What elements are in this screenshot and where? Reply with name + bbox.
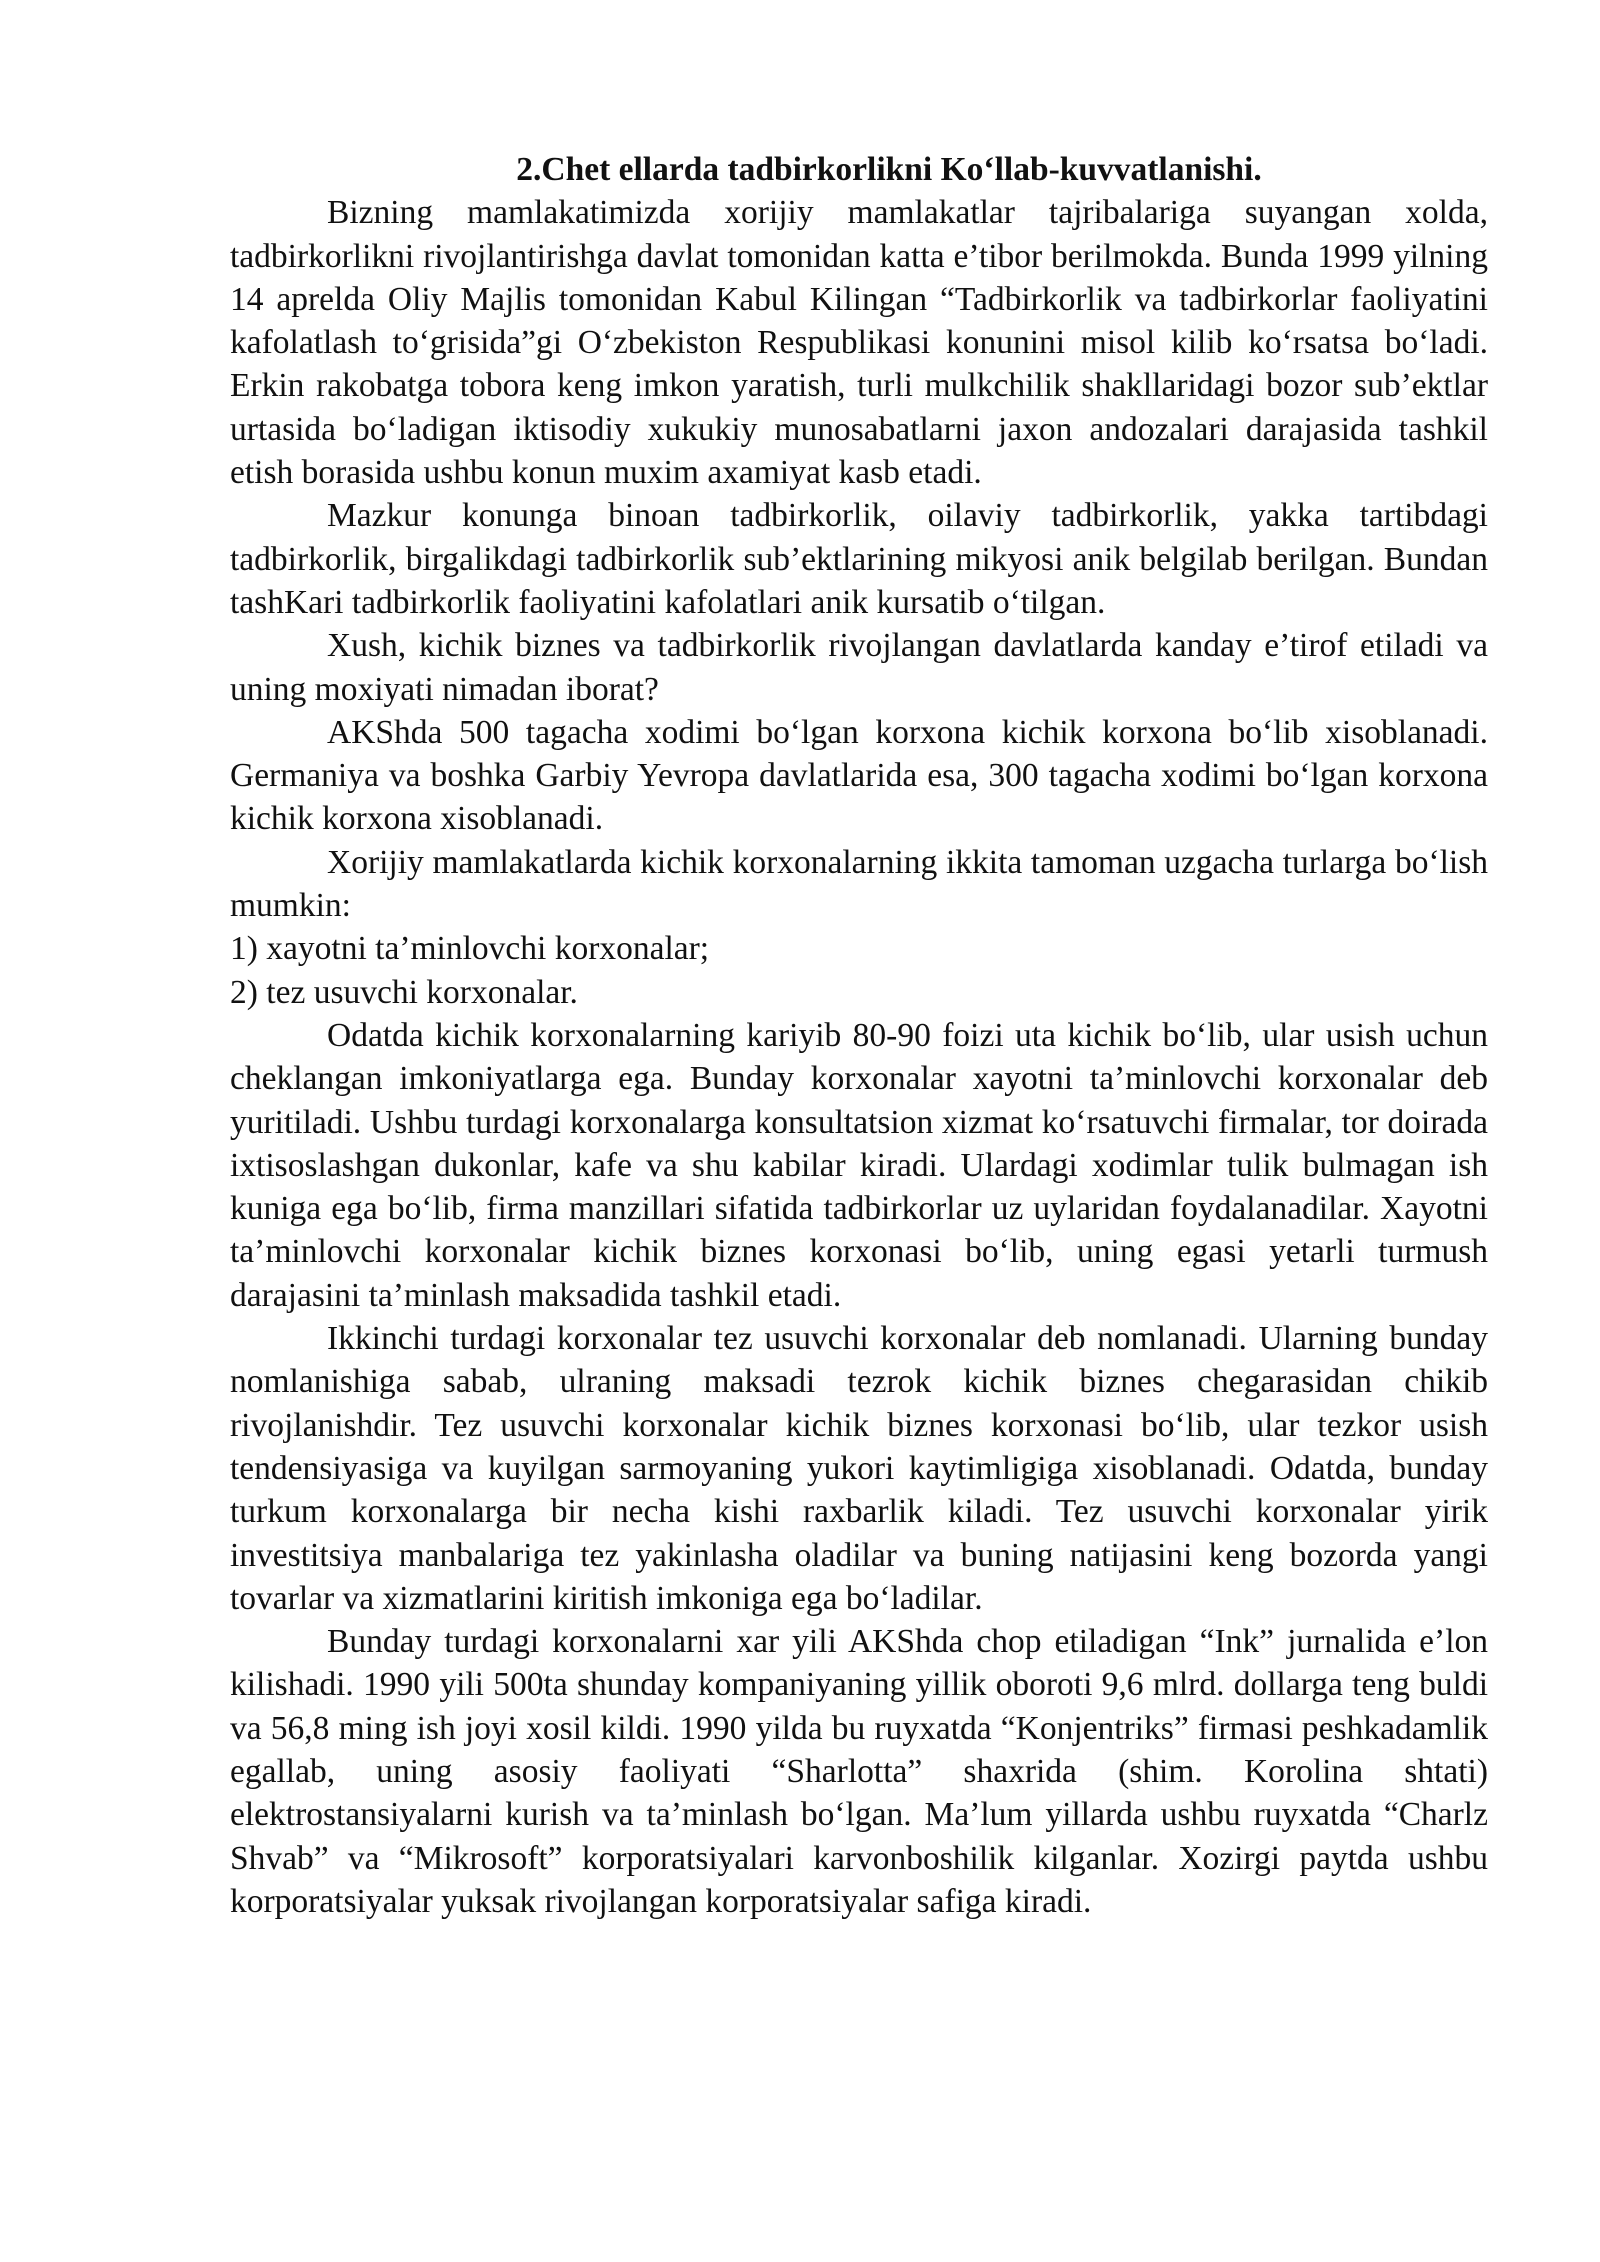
paragraph-types: Xorijiy mamlakatlarda kichik korxonalarning ikkita tamoman uzgacha turlarga bo‘lish mumkin: xyxy=(230,843,1488,925)
list-item: 1) xayotni ta’minlovchi korxonalar; xyxy=(230,930,710,968)
paragraph-ink-journal: Bunday turdagi korxonalarni xar yili AKShda chop etiladigan “Ink” jurnalida e’lon kilishadi. 1990 yili 500ta shunday kompaniyaning yillik oboroti 9,6 mlrd. dollarga teng buldi va 56,8 ming ish joyi xosil kildi. 1990 yilda bu ruyxatda “Konjentriks” firmasi peshkadamlik egallab, uning asosiy faoliyati “Sharlotta” shaxrida (shim. Korolina shtati) elektrostansiyalarni kurish va ta’minlash bo‘lgan. Ma’lum yillarda ushbu ruyxatda “Charlz Shvab” va “Mikrosoft” korporatsiyalari karvonboshilik kilganlar. Xozirgi paytda ushbu korporatsiyalar yuksak rivojlangan korporatsiyalar safiga kiradi. xyxy=(230,1623,1488,1920)
document-page xyxy=(230,148,1488,1923)
paragraph-law: Mazkur konunga binoan tadbirkorlik, oilaviy tadbirkorlik, yakka tartibdagi tadbirkorlik, birgalikdagi tadbirkorlik sub’ektlarining mikyosi anik belgilab berilgan. Bundan tashKari tadbirkorlik faoliyatini kafolatlari anik kursatib o‘tilgan. xyxy=(230,497,1488,621)
document-title: 2.Chet ellarda tadbirkorlikni Ko‘llab-kuvvatlanishi. xyxy=(516,151,1262,188)
list-item: 2) tez usuvchi korxonalar. xyxy=(230,973,578,1011)
paragraph-usa-germany: AKShda 500 tagacha xodimi bo‘lgan korxona kichik korxona bo‘lib xisoblanadi. Germaniya va boshka Garbiy Yevropa davlatlarida esa, 300 tagacha xodimi bo‘lgan korxona kichik korxona xisoblanadi. xyxy=(230,713,1488,838)
paragraph-fast-growing-firms: Ikkinchi turdagi korxonalar tez usuvchi korxonalar deb nomlanadi. Ularning bunday nomlanishiga sabab, ulraning maksadi tezrok kichik biznes chegarasidan chikib rivojlanishdir. Tez usuvchi korxonalar kichik biznes korxonasi bo‘lib, ular tezkor usish tendensiyasiga va kuyilgan sarmoyaning yukori kaytimligiga xisoblanadi. Odatda, bunday turkum korxonalarga bir necha kishi raxbarlik kiladi. Tez usuvchi korxonalar yirik investitsiya manbalariga tez yakinlasha oladilar va buning natijasini keng bozorda yangi tovarlar va xizmatlarini kiritish imkoniga ega bo‘ladilar. xyxy=(230,1320,1488,1617)
paragraph-lifestyle-firms: Odatda kichik korxonalarning kariyib 80-90 foizi uta kichik bo‘lib, ular usish uchun cheklangan imkoniyatlarga ega. Bunday korxonalar xayotni ta’minlovchi korxonalar deb yuritiladi. Ushbu turdagi korxonalarga konsultatsion xizmat ko‘rsatuvchi firmalar, tor doirada ixtisoslashgan dukonlar, kafe va shu kabilar kiradi. Ulardagi xodimlar tulik bulmagan ish kuniga ega bo‘lib, firma manzillari sifatida tadbirkorlar uz uylaridan foydalanadilar. Xayotni ta’minlovchi korxonalar kichik biznes korxonasi bo‘lib, uning egasi yetarli turmush darajasini ta’minlash maksadida tashkil etadi. xyxy=(230,1016,1488,1314)
paragraph-intro: Bizning mamlakatimizda xorijiy mamlakatlar tajribalariga suyangan xolda, tadbirkorlikni rivojlantirishga davlat tomonidan katta e’tibor berilmokda. Bunda 1999 yilning 14 aprelda Oliy Majlis tomonidan Kabul Kilingan “Tadbirkorlik va tadbirkorlar faoliyatini kafolatlash to‘grisida”gi O‘zbekiston Respublikasi konunini misol kilib ko‘rsatsa bo‘ladi. Erkin rakobatga tobora keng imkon yaratish, turli mulkchilik shakllaridagi bozor sub’ektlar urtasida bo‘ladigan iktisodiy xukukiy munosabatlarni jaxon andozalari darajasida tashkil etish borasida ushbu konun muxim axamiyat kasb etadi. xyxy=(230,194,1488,492)
paragraph-question: Xush, kichik biznes va tadbirkorlik rivojlangan davlatlarda kanday e’tirof etiladi va uning moxiyati nimadan iborat? xyxy=(230,627,1488,708)
